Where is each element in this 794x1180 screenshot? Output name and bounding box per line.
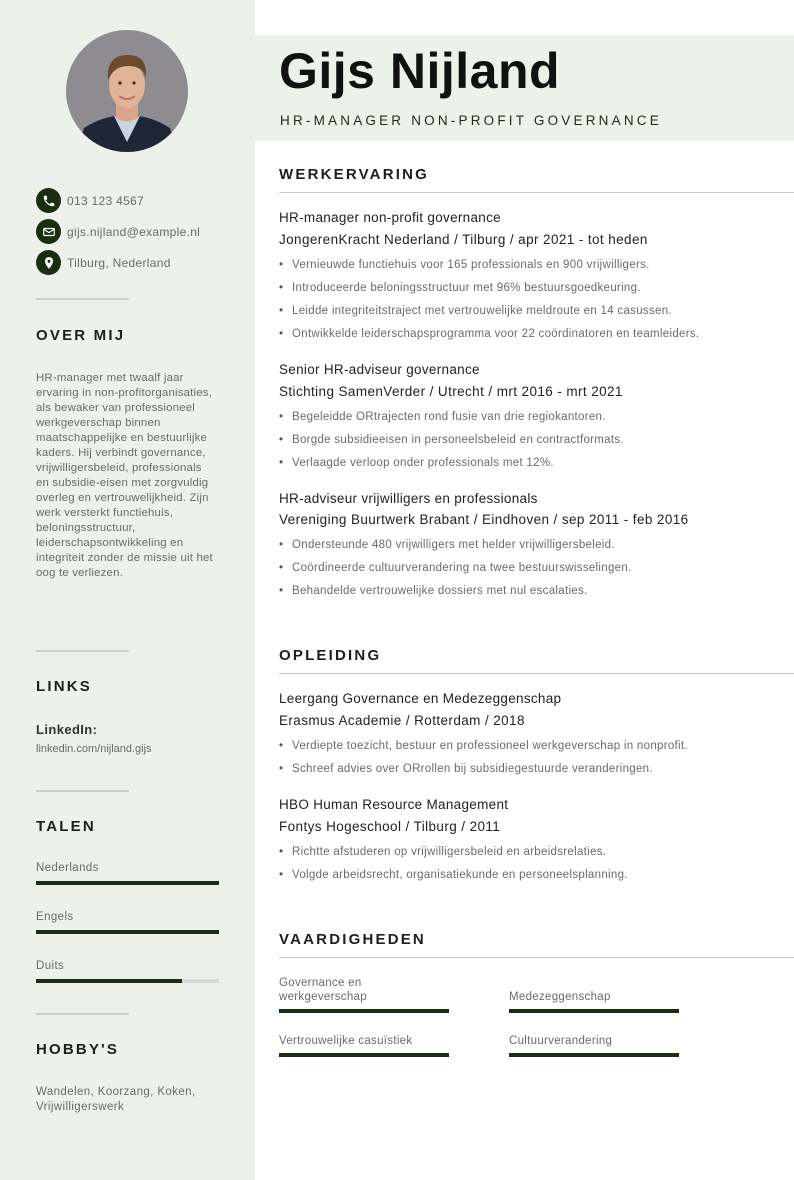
hobbies-heading: HOBBY'S [36,1041,120,1058]
language-name: Duits [36,960,65,972]
list-item: • Ondersteunde 480 vrijwilligers met helder vrijwilligersbeleid. [279,539,615,551]
language-name: Engels [36,911,74,923]
section-rule [279,673,794,674]
list-item: • Coördineerde cultuurverandering na twee bestuurswisselingen. [279,562,632,574]
language-bar [36,930,219,934]
contact-location [36,250,171,275]
education-heading: OPLEIDING [279,647,382,664]
skill-bar-fill [509,1053,679,1057]
candidate-title: HR-MANAGER NON-PROFIT GOVERNANCE [280,113,662,128]
job-organization: Stichting SamenVerder / Utrecht / mrt 2016 - mrt 2021 [279,384,623,399]
skill-name: Governance en werkgeverschap [279,977,367,1003]
divider [36,790,129,792]
list-item: • Borgde subsidieeisen in personeelsbeleid en contractformats. [279,434,624,446]
education-title: Leergang Governance en Medezeggenschap [279,691,562,706]
divider [36,1013,129,1015]
divider [36,298,129,300]
job-organization: Vereniging Buurtwerk Brabant / Eindhoven / sep 2011 - feb 2016 [279,512,689,527]
about-heading: OVER MIJ [36,327,126,344]
education-title: HBO Human Resource Management [279,797,509,812]
language-bar [36,881,219,885]
list-item: • Ontwikkelde leiderschapsprogramma voor 22 coördinatoren en teamleiders. [279,328,700,340]
email-link[interactable]: gijs.nijland@example.nl [67,224,201,239]
section-rule [279,192,794,193]
section-rule [279,957,794,958]
linkedin-label: LinkedIn: [36,722,98,737]
language-bar-fill [36,930,219,934]
list-item: • Verlaagde verloop onder professionals met 12%. [279,457,554,469]
list-item: • Vernieuwde functiehuis voor 165 professionals en 900 vrijwilligers. [279,259,650,271]
skill-bar [279,1009,449,1013]
list-item: • Leidde integriteitstraject met vertrouwelijke meldroute en 14 casussen. [279,305,672,317]
list-item: • Volgde arbeidsrecht, organisatiekunde en personeelsplanning. [279,869,628,881]
job-title: Senior HR-adviseur governance [279,362,480,377]
skill-name: Medezeggenschap [509,991,611,1003]
profile-photo [66,30,188,152]
experience-heading: WERKERVARING [279,166,430,183]
skill-bar-fill [279,1009,449,1013]
skill-bar [509,1053,679,1057]
job-organization: JongerenKracht Nederland / Tilburg / apr 2021 - tot heden [279,232,648,247]
skill-bar-fill [279,1053,449,1057]
education-institution: Fontys Hogeschool / Tilburg / 2011 [279,819,501,834]
list-item: • Begeleidde ORtrajecten rond fusie van drie regiokantoren. [279,411,606,423]
language-name: Nederlands [36,862,99,874]
job-title: HR-manager non-profit governance [279,210,501,225]
skill-bar-fill [509,1009,679,1013]
skills-heading: VAARDIGHEDEN [279,931,426,948]
about-text: HR-manager met twaalf jaar ervaring in non-profitorganisaties, als bewaker van professioneel werkgeverschap binnen maatschappelijke en bestuurlijke kaders. Hij verbindt governance, vrijwilligersbeleid, professionals en subsidie-eisen met zorgvuldig overleg en vertrouwelijkheid. Zijn werk versterkt functiehuis, beloningsstructuur, leiderschapsontwikkeling en integriteit zonder de missie uit het oog te verliezen. [36,372,213,579]
list-item: • Introduceerde beloningsstructuur met 96% bestuursgoedkeuring. [279,282,641,294]
list-item: • Richtte afstuderen op vrijwilligersbeleid en arbeidsrelaties. [279,846,607,858]
mail-icon [36,219,61,244]
location-text: Tilburg, Nederland [67,255,171,270]
contact-phone [36,188,144,213]
phone-text: 013 123 4567 [67,193,145,208]
linkedin-link[interactable]: linkedin.com/nijland.gijs [36,743,152,755]
language-bar-fill [36,979,182,983]
sidebar [0,0,255,1180]
education-institution: Erasmus Academie / Rotterdam / 2018 [279,713,525,728]
location-pin-icon [36,250,61,275]
languages-heading: TALEN [36,818,96,835]
contact-email [36,219,200,244]
links-heading: LINKS [36,678,92,695]
skill-name: Vertrouwelijke casuïstiek [279,1035,413,1047]
language-bar-fill [36,881,219,885]
candidate-name: Gijs Nijland [279,43,561,99]
skill-name: Cultuurverandering [509,1035,613,1047]
job-title: HR-adviseur vrijwilligers en professionals [279,491,538,506]
divider [36,650,129,652]
phone-icon [36,188,61,213]
skill-bar [509,1009,679,1013]
skill-bar [279,1053,449,1057]
hobbies-text: Wandelen, Koorzang, Koken, Vrijwilligerswerk [36,1086,196,1113]
language-bar [36,979,219,983]
list-item: • Behandelde vertrouwelijke dossiers met nul escalaties. [279,585,588,597]
list-item: • Schreef advies over ORrollen bij subsidiegestuurde veranderingen. [279,763,653,775]
list-item: • Verdiepte toezicht, bestuur en professioneel werkgeverschap in nonprofit. [279,740,688,752]
